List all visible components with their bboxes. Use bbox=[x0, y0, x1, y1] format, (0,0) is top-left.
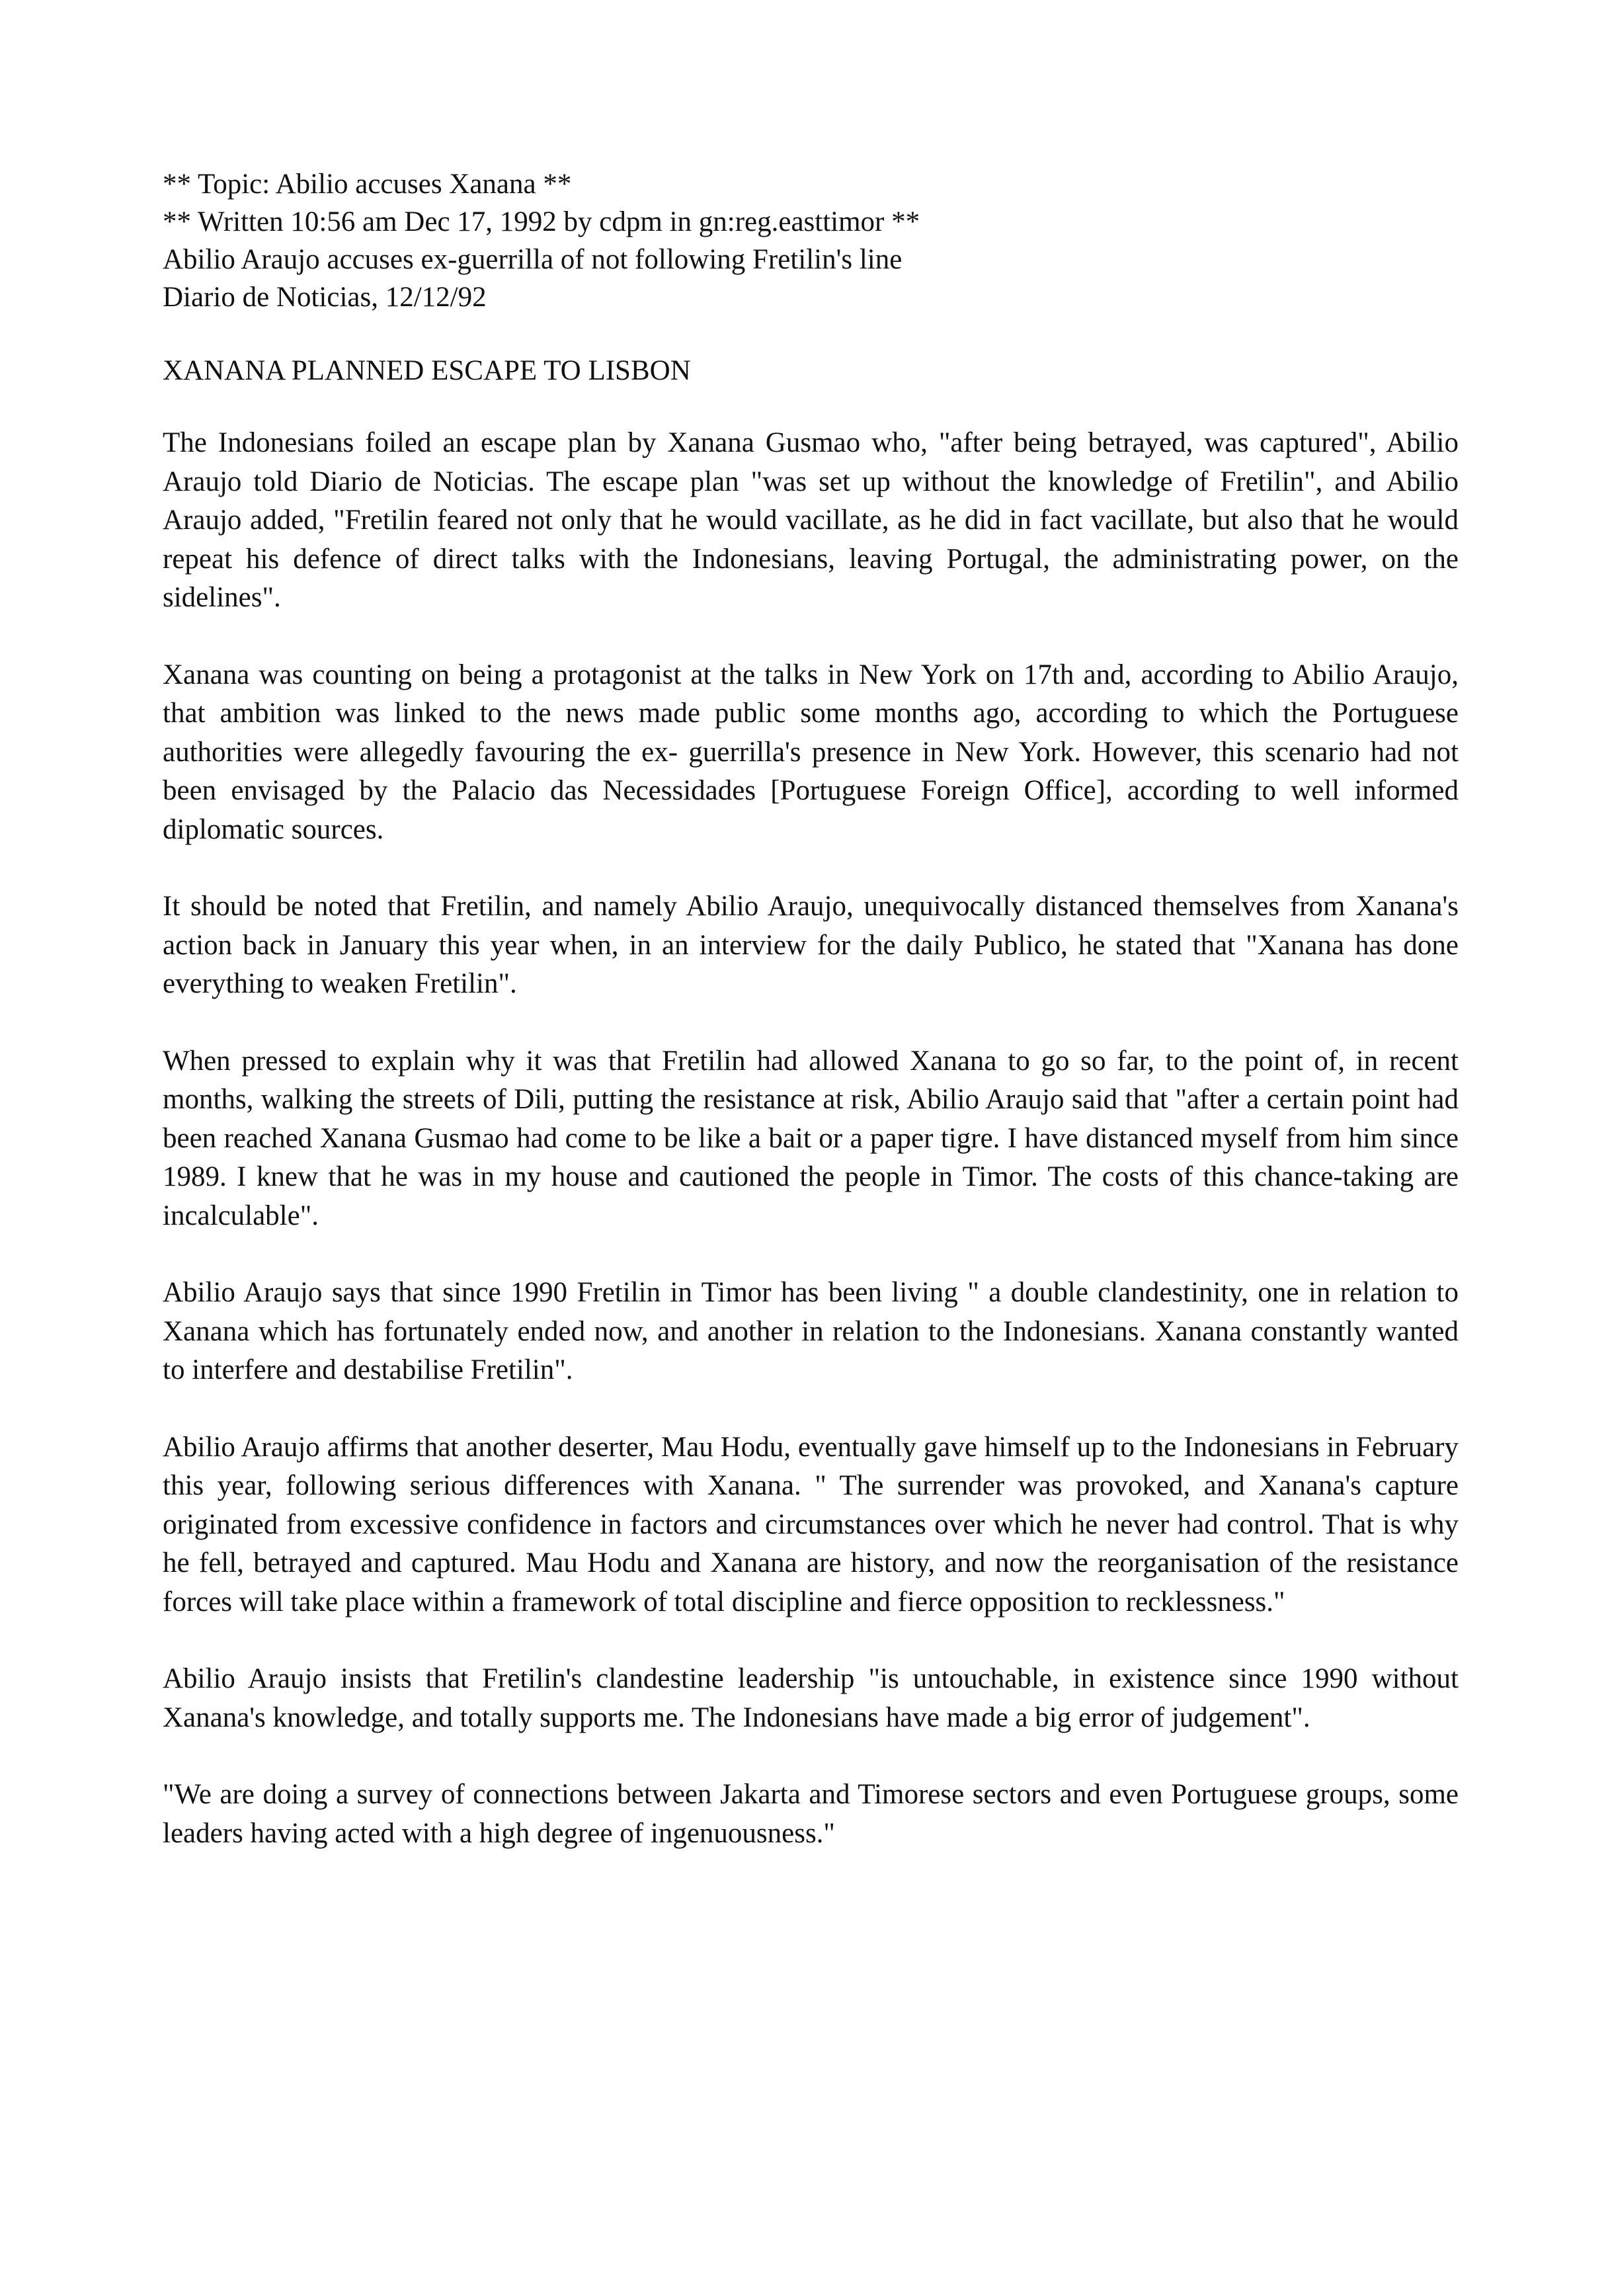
topic-line: ** Topic: Abilio accuses Xanana ** bbox=[163, 169, 572, 200]
written-line: ** Written 10:56 am Dec 17, 1992 by cdpm in gn:reg.easttimor ** bbox=[163, 206, 920, 237]
paragraph: Abilio Araujo affirms that another deserter, Mau Hodu, eventually gave himself up to the Indonesians in February this year, following serious differences with Xanana. " The surrender was provoked, and Xanana's capture originated from excessive confidence in factors and circumstances over which he never had control. That is why he fell, betrayed and captured. Mau Hodu and Xanana are history, and now the reorganisation of the resistance forces will take place within a framework of total discipline and fierce opposition to recklessness." bbox=[163, 1431, 1459, 1618]
paragraph: "We are doing a survey of connections between Jakarta and Timorese sectors and even Portuguese groups, some leaders having acted with a high degree of ingenuousness." bbox=[163, 1779, 1459, 1849]
article-headline: XANANA PLANNED ESCAPE TO LISBON bbox=[163, 355, 691, 386]
paragraph: Abilio Araujo says that since 1990 Fretilin in Timor has been living " a double clandestinity, one in relation to Xanana which has fortunately ended now, and another in relation to the Indonesians. Xanana constantly wanted to interfere and destabilise Fretilin". bbox=[163, 1277, 1459, 1385]
document-page bbox=[163, 165, 1459, 1853]
paragraph: Abilio Araujo insists that Fretilin's clandestine leadership "is untouchable, in existence since 1990 without Xanana's knowledge, and totally supports me. The Indonesians have made a big error of judgement". bbox=[163, 1663, 1459, 1733]
paragraph: Xanana was counting on being a protagonist at the talks in New York on 17th and, according to Abilio Araujo, that ambition was linked to the news made public some months ago, according to which the Portuguese authorities were allegedly favouring the ex- guerrilla's presence in New York. However, this scenario had not been envisaged by the Palacio das Necessidades [Portuguese Foreign Office], according to well informed diplomatic sources. bbox=[163, 659, 1459, 845]
document-header bbox=[163, 165, 1459, 316]
subtitle-line: Abilio Araujo accuses ex-guerrilla of not following Fretilin's line bbox=[163, 244, 903, 275]
paragraph: The Indonesians foiled an escape plan by Xanana Gusmao who, "after being betrayed, was captured", Abilio Araujo told Diario de Noticias. The escape plan "was set up without the knowledge of Fretilin", and Abilio Araujo added, "Fretilin feared not only that he would vacillate, as he did in fact vacillate, but also that he would repeat his defence of direct talks with the Indonesians, leaving Portugal, the administrating power, on the sidelines". bbox=[163, 427, 1459, 613]
paragraph: It should be noted that Fretilin, and namely Abilio Araujo, unequivocally distanced themselves from Xanana's action back in January this year when, in an interview for the daily Publico, he stated that "Xanana has done everything to weaken Fretilin". bbox=[163, 891, 1459, 999]
paragraph: When pressed to explain why it was that Fretilin had allowed Xanana to go so far, to the point of, in recent months, walking the streets of Dili, putting the resistance at risk, Abilio Araujo said that "after a certain point had been reached Xanana Gusmao had come to be like a bait or a paper tigre. I have distanced myself from him since 1989. I knew that he was in my house and cautioned the people in Timor. The costs of this chance-taking are incalculable". bbox=[163, 1045, 1459, 1231]
source-line: Diario de Noticias, 12/12/92 bbox=[163, 282, 487, 313]
article-body bbox=[163, 424, 1459, 1853]
